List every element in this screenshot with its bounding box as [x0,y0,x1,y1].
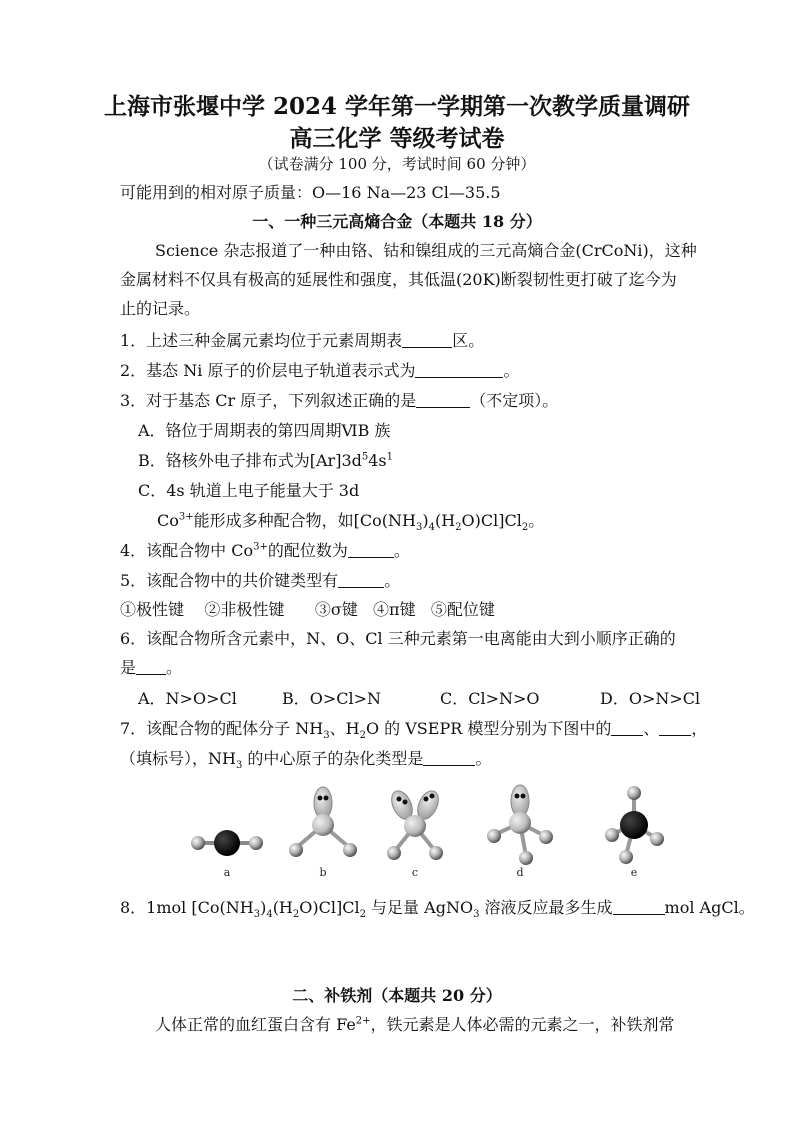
question-1 [120,330,484,352]
question-7 [120,718,707,740]
subscript: 3 [253,909,261,921]
subscript: 3 [473,909,480,921]
q7-text: O 的 VSEPR 模型分别为下图中的 [365,719,612,738]
model-c [387,788,443,860]
q5-options: ①极性键 ②非极性键 ③σ键 ④π键 ⑤配位键 [120,600,495,619]
vsepr-models-figure [180,780,700,880]
q8-text: O)Cl]Cl [299,898,360,917]
q7-text: （填标号），NH [120,749,236,768]
question-3 [120,390,558,412]
option-text: 4s [368,451,387,470]
q6-option-d: D．O>N>Cl [600,689,701,708]
superscript: 5 [361,451,369,463]
q2-text: 2．基态 Ni 原子的价层电子轨道表示式为 [120,361,416,380]
q7-text: ， [691,719,708,738]
q6-text: 是 [120,658,137,677]
answer-blank[interactable] [659,719,691,736]
answer-blank[interactable] [415,361,503,378]
subscript: 3 [323,730,330,742]
q1-text: 1．上述三种金属元素均位于元素周期表 [120,331,403,350]
q8-text: mol AgCl。 [664,898,755,917]
q7-text: 、H [329,719,360,738]
model-a-linear [191,830,263,856]
intro-text: ，铁元素是人体必需的元素之一，补铁剂常 [370,1015,675,1034]
label-b: b [319,866,327,879]
q8-text: ) [260,898,267,917]
text: (H [434,511,456,530]
q5-text: 。 [384,571,401,590]
superscript: 3+ [253,541,268,553]
q8-text: 8．1mol [Co(NH [120,898,254,917]
q4-text: 4．该配合物中 Co [120,541,254,560]
q3-text: 3．对于基态 Cr 原子，下列叙述正确的是 [120,391,417,410]
answer-blank[interactable] [416,391,470,408]
q1-text: 区。 [452,331,485,350]
q4-text: 。 [393,541,410,560]
atomic-masses: 可能用到的相对原子质量：O—16 Na—23 Cl—35.5 [120,183,501,202]
q7-text: 7．该配合物的配体分子 NH [120,719,324,738]
answer-blank[interactable] [402,331,452,348]
intro-text: 人体正常的血红蛋白含有 Fe [155,1015,356,1034]
text: ) [422,511,429,530]
question-2 [120,360,520,382]
section2-intro [155,1014,675,1036]
q6-option-b: B．O>Cl>N [282,689,382,708]
superscript: 3+ [178,511,194,523]
answer-blank[interactable] [338,571,384,588]
section1-heading: 一、一种三元高熵合金（本题共 18 分） [252,212,542,231]
section2-heading: 二、补铁剂（本题共 20 分） [292,986,502,1005]
superscript: 2+ [355,1015,371,1027]
model-d [487,785,553,865]
answer-blank[interactable] [136,658,166,675]
subscript: 2 [455,522,462,534]
text: 能形成多种配合物，如[Co(NH [193,511,416,530]
answer-blank[interactable] [613,898,665,915]
intro-line: 金属材料不仅具有极高的延展性和强度，其低温(20K)断裂韧性更打破了迄今为 [120,270,677,289]
q8-text: 溶液反应最多生成 [479,898,613,917]
answer-blank[interactable] [611,719,643,736]
q8-text: 与足量 AgNO [365,898,474,917]
exam-subtitle: 高三化学 等级考试卷 [289,125,505,152]
q8-text: (H [272,898,293,917]
exam-title: 上海市张堰中学 2024 学年第一学期第一次教学质量调研 [103,93,691,120]
model-e [605,786,664,864]
option-c: C．4s 轨道上电子能量大于 3d [138,481,360,500]
q7-text: 、 [643,719,660,738]
question-5 [120,570,400,592]
subscript: 2 [292,909,300,921]
option-a: A．铬位于周期表的第四周期ⅥB 族 [138,421,391,440]
text: Co [157,511,179,530]
option-b [138,450,393,472]
label-d: d [516,866,524,879]
q7-text: 。 [475,749,492,768]
label-a: a [223,866,231,879]
text: 。 [528,511,545,530]
option-text: B．铬核外电子排布式为[Ar]3d [138,451,362,470]
q4-text: 的配位数为 [267,541,348,560]
q2-text: 。 [503,361,520,380]
subscript: 3 [235,760,243,772]
label-c: c [411,866,419,879]
q7-text: 的中心原子的杂化类型是 [242,749,424,768]
question-7-cont [120,748,491,770]
answer-blank[interactable] [348,541,394,558]
text: O)Cl]Cl [461,511,522,530]
subscript: 4 [428,522,435,534]
exam-info: （试卷满分 100 分，考试时间 60 分钟） [258,155,536,173]
question-6-cont [120,657,182,679]
superscript: 1 [386,451,394,463]
question-4 [120,540,410,562]
subscript: 2 [521,522,529,534]
q6-text: 。 [166,658,183,677]
question-6: 6．该配合物所含元素中，N、O、Cl 三种元素第一电离能由大到小顺序正确的 [120,629,676,648]
q3-text: （不定项）。 [470,391,559,410]
subscript: 3 [415,522,423,534]
complex-intro [157,510,544,532]
subscript: 4 [266,909,273,921]
label-e: e [630,866,638,879]
intro-line: 止的记录。 [120,299,201,318]
question-8 [120,897,755,919]
answer-blank[interactable] [423,749,475,766]
q6-option-c: C．Cl>N>O [440,689,540,708]
model-b [289,787,357,857]
subscript: 2 [359,909,366,921]
subscript: 2 [359,730,366,742]
q6-option-a: A．N>O>Cl [138,689,237,708]
intro-line: Science 杂志报道了一种由铬、钴和镍组成的三元高熵合金(CrCoNi)，这种 [155,241,697,260]
q5-text: 5．该配合物中的共价键类型有 [120,571,339,590]
